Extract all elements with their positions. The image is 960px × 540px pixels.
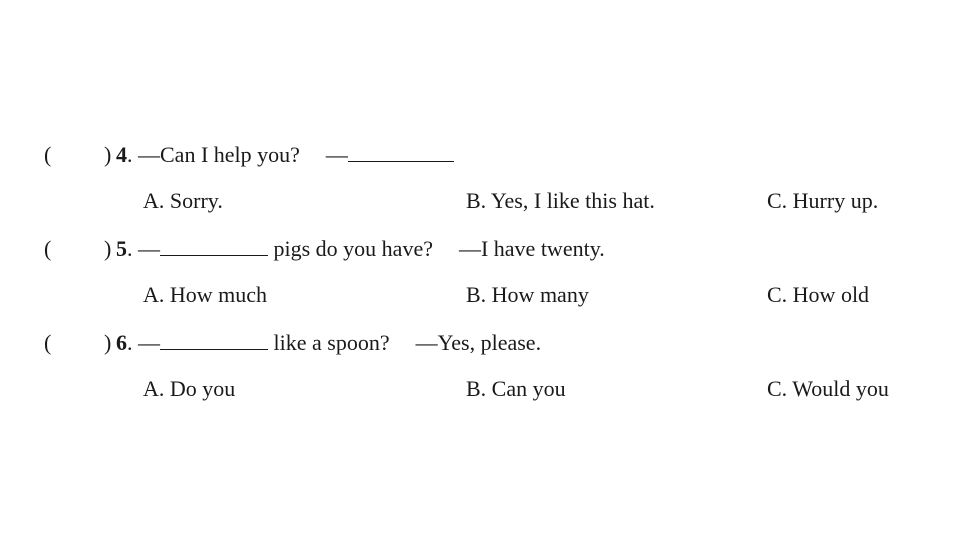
question-reply: I have twenty. [480, 236, 605, 261]
answer-paren-close-6: ) [104, 330, 112, 355]
answer-paren-close-5: ) [104, 236, 112, 261]
answer-blank[interactable] [348, 143, 454, 162]
answer-blank[interactable] [160, 331, 268, 350]
question-dot: . [127, 330, 133, 355]
question-dot: . [127, 236, 133, 261]
answer-paren-open-4: ( [44, 142, 52, 167]
question-5-stem [116, 236, 605, 262]
question-6-option-c[interactable]: C. Would you [767, 376, 889, 401]
dialog-dash: — [138, 142, 160, 167]
dialog-dash: — [415, 330, 438, 355]
question-number: 6 [116, 330, 127, 355]
question-4-option-c[interactable]: C. Hurry up. [767, 188, 879, 213]
question-5-option-b[interactable]: B. How many [466, 282, 589, 307]
dialog-dash: — [138, 236, 160, 261]
question-4-stem [116, 142, 454, 168]
question-6-option-b[interactable]: B. Can you [466, 376, 566, 401]
question-5-option-a[interactable]: A. How much [143, 282, 268, 307]
question-5-option-c[interactable]: C. How old [767, 282, 870, 307]
question-6-stem [116, 330, 541, 356]
question-prompt: pigs do you have? [273, 236, 433, 261]
answer-paren-close-4: ) [104, 142, 112, 167]
question-4-option-a[interactable]: A. Sorry. [143, 188, 223, 213]
dialog-dash: — [458, 236, 481, 261]
answer-paren-open-6: ( [44, 330, 52, 355]
question-6-option-a[interactable]: A. Do you [143, 376, 236, 401]
question-dot: . [127, 142, 133, 167]
question-reply: Yes, please. [437, 330, 542, 355]
question-number: 4 [116, 142, 127, 167]
dialog-dash: — [138, 330, 160, 355]
question-4-option-b[interactable]: B. Yes, I like this hat. [466, 188, 655, 213]
question-prompt: Can I help you? [160, 142, 300, 167]
question-prompt: like a spoon? [273, 330, 390, 355]
answer-paren-open-5: ( [44, 236, 52, 261]
answer-blank[interactable] [160, 237, 268, 256]
question-number: 5 [116, 236, 127, 261]
dialog-dash: — [325, 142, 348, 167]
